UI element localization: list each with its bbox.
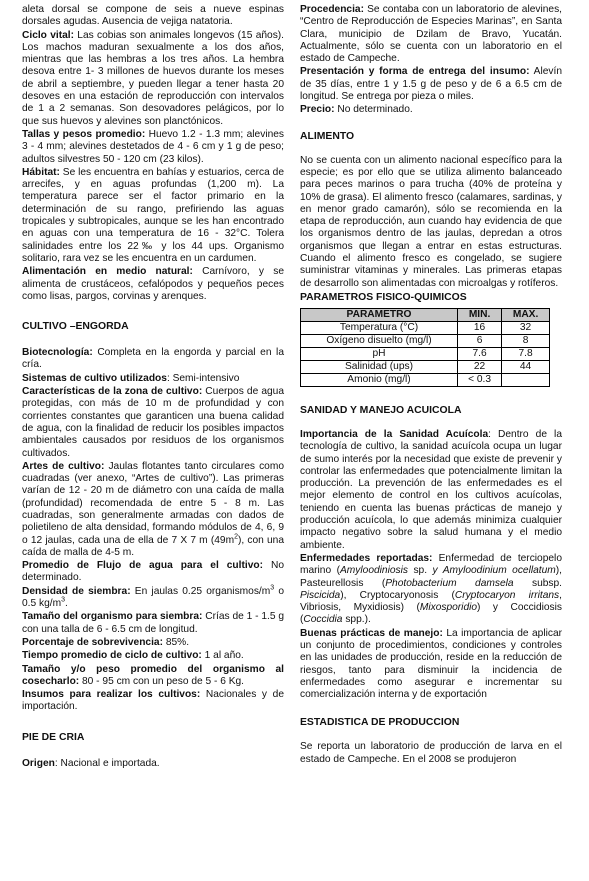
diseases-text-e: ), Cryptocaryonosis ( [340,589,455,601]
table-header-row [301,308,550,321]
heading-estadistica: ESTADISTICA DE PRODUCCION [300,717,460,729]
origin-text: : Nacional e importada. [54,757,160,769]
paragraph-statistics: Se reporta un laboratorio de producción de larva en el estado de Campeche. En el 2008 se produjeron [300,741,562,765]
table-cell: Salinidad (ups) [301,360,458,373]
density-sup-1: 3 [270,584,275,592]
paragraph-dorsal-fin: aleta dorsal se compone de seis a nueve espinas dorsales agudas. Ausencia de vejiga natatoria. [22,4,284,28]
paragraph-gear [22,461,284,559]
cycle-time-label: Tiempo promedio de ciclo de cultivo: [22,650,202,662]
habitat-label: Hábitat: [22,166,60,178]
natural-feeding-label: Alimentación en medio natural: [22,266,193,278]
systems-label: Sistemas de cultivo utilizados [22,372,167,384]
diseases-text-b: sp. [407,565,433,577]
price-text: No determinado. [334,104,413,116]
paragraph-origin [22,758,284,770]
survival-label: Porcentaje de sobrevivencia: [22,636,163,648]
table-cell: Temperatura (°C) [301,321,458,334]
paragraph-zone [22,386,284,460]
paragraph-life-cycle [22,30,284,128]
diseases-italic-6: Mixosporidio [419,602,478,614]
diseases-text-d: subsp. [513,577,562,589]
diseases-italic-5: Cryptocaryon irritans [454,589,560,601]
table-row [301,347,550,360]
zone-text: Cuerpos de agua protegidas, con más de 10 m de profundidad y con corrientes constantes que garanticen una buena calidad de agua, con la finalidad de reducir los posibles impactos ambientales causados por residuos de los organismos cultivados. [22,386,284,459]
diseases-italic-7: Coccidia [303,614,343,626]
gear-label: Artes de cultivo: [22,460,105,472]
left-column [22,4,284,771]
table-cell: 44 [502,360,550,373]
survival-text: 85%. [163,636,190,648]
diseases-text-h: spp.). [342,614,371,626]
good-practices-text: La importancia de aplicar un conjunto de procedimientos, condiciones y controles en las unidades de producción, reside en la reducción de riesgos, tanto para disminuir la incidencia de enfermedades como asegurar e incrementar su comercialización interna y de exportación [300,627,563,701]
inputs-text: Nacionales y de importación. [22,689,284,713]
density-text-b: o 0.5 kg/m [22,585,284,610]
diseases-italic-3: Photobacterium damsela [385,577,514,589]
header-parameter: PARAMETRO [301,308,458,321]
water-flow-text: No determinado. [22,560,285,584]
table-cell: 7.6 [458,347,502,360]
systems-text: : Semi-intensivo [166,372,240,384]
table-cell: < 0.3 [458,373,502,386]
table-cell: 16 [458,321,502,334]
header-min: MIN. [458,308,502,321]
table-row [301,373,550,386]
presentation-text: Alevín de 35 días, entre 1 y 1.5 g de peso y de 6 a 6.5 cm de longitud. Se entrega por pieza o miles. [300,66,562,103]
biotech-text: Completa en la engorda y parcial en la cría. [22,347,284,371]
natural-feeding-text: Carnívoro, y se alimenta de crustáceos, cefalópodos y pequeños peces como lisas, pargos, corvinas y arenques. [22,266,284,302]
gear-text-b: ), con una caída de malla de 4-5 m. [22,534,284,558]
right-column [300,4,562,767]
paragraph-cycle-time [22,650,284,662]
paragraph-inputs [22,689,284,714]
table-cell: Amonio (mg/l) [301,373,458,386]
provenance-label: Procedencia: [300,4,364,15]
paragraph-provenance [300,4,562,65]
origin-label: Origen [22,757,55,769]
paragraph-sizes [22,129,284,166]
paragraph-habitat [22,167,284,265]
gear-sup: 2 [234,533,238,541]
density-text-a: En jaulas 0.25 organismos/m [130,585,271,597]
life-cycle-label: Ciclo vital: [22,29,74,41]
paragraph-harvest-size [22,664,284,689]
gear-text-a: Jaulas flotantes tanto circulares como cuadradas (ver anexo, “Artes de cultivo”). Las primeras varían de 12 - 20 m de diámetro con una caída de malla (profundidad) recomendada de entre 5 - 8 m. Las cuadradas, son generalmente armadas con dados de polietileno de alta densidad, formando módulos de 4, 6, 9 o 12 jaulas, cada una de ella de 7 X 7 m (49m [22,460,284,546]
inputs-label: Insumos para realizar los cultivos: [22,689,201,701]
heading-cultivo-engorda: CULTIVO –ENGORDA [22,321,129,333]
water-flow-label: Promedio de Flujo de agua para el cultivo: [22,560,263,572]
zone-label: Características de la zona de cultivo: [22,386,203,398]
density-sup-2: 3 [61,596,65,604]
paragraph-price [300,104,562,116]
biotech-label: Biotecnología: [22,347,93,359]
health-importance-text: : Dentro de la tecnología de cultivo, la sanidad acuícola ocupa un lugar de sumo interés por la necesidad que existe de prevenir y controlar las enfermedades que potencialmente limitan la producción. La prevención de las enfermedades es el mejor elemento de control en los cultivos acuícolas, teniendo en cuenta las buenas prácticas de manejo y producción acuícola, lo que además minimiza cualquier impacto negativo sobre la salud humana y el medio ambiente. [300,428,562,551]
presentation-label: Presentación y forma de entrega del insumo: [300,66,530,78]
paragraph-good-practices [300,628,562,702]
habitat-text: Se les encuentra en bahías y estuarios, cerca de arrecifes, y en aguas profundas (1,200 m). La temperatura parece ser el factor primario en la determinación de su rango, prefiriendo las aguas tropicales y subtropicales, aunque se les han encontrado en aguas con una temperatura de 16 - 32°C. Tolera salinidades entre los 22‰ y los 44 ups. Organismo solitario, rara vez se les encuentra en un cardumen. [22,166,284,264]
price-label: Precio: [300,104,335,116]
sizes-label: Tallas y pesos promedio: [22,128,146,140]
heading-sanidad: SANIDAD Y MANEJO ACUICOLA [300,404,462,416]
seed-size-text: Crías de 1 - 1.5 g con una talla de 6 - 6.5 cm de longitud. [22,611,285,635]
diseases-italic-1: Amyloodiniosis [340,565,408,577]
header-max: MAX. [502,308,550,321]
table-cell: 32 [502,321,550,334]
diseases-text-c: ), Pasteurellosis ( [300,565,562,589]
table-cell: 6 [458,334,502,347]
paragraph-water-flow [22,560,284,585]
harvest-size-label: Tamaño y/o peso promedio del organismo al cosecharlo: [22,663,284,687]
diseases-text-g: ) y Coccidiosis ( [300,602,562,626]
seed-size-label: Tamaño del organismo para siembra: [22,611,203,623]
cycle-time-text: 1 al año. [201,650,244,662]
diseases-label: Enfermedades reportadas: [300,552,433,564]
good-practices-label: Buenas prácticas de manejo: [300,627,443,639]
table-row [301,360,550,373]
paragraph-presentation [300,66,562,103]
harvest-size-text: 80 - 95 cm con un peso de 5 - 6 Kg. [79,675,244,687]
health-importance-label: Importancia de la Sanidad Acuícola [300,428,489,440]
table-cell: Oxígeno disuelto (mg/l) [301,334,458,347]
table-cell: pH [301,347,458,360]
paragraph-feed: No se cuenta con un alimento nacional específico para la especie; es por ello que se utiliza alimento balanceado para peces marinos o para trucha (40% de proteína y 10% de grasa). El alimento fresco (calamares, sardinas, y en menor grado camarón), sólo se recomienda en la etapa de reproducción, aun cuando hay evidencia de que los organismos dentro de las jaulas, depredan a otros organismos que llegan a entrar en estas estructuras. Cuando el alimento fresco es congelado, se sugiere suministrar vitaminas y minerales. Las primeras etapas de desarrollo son alimentadas con microalgas y rotíferos. [300,154,562,289]
table-row [301,334,550,347]
life-cycle-text: Las cobias son animales longevos (15 años). Los machos maduran sexualmente a los dos años, mientras que las hembras a los tres años. La hembra desova entre 1- 3 millones de huevos durante los meses de abril a septiembre, y pueden llegar a tener hasta 20 desoves en una estación de reproducción con intervalos de 1 a 2 semanas. Son desovadores pelágicos, por lo que sus huevos y alevines son planctónicos. [22,29,285,127]
sizes-text: Huevo 1.2 - 1.3 mm; alevines 3 - 4 mm; alevines destetados de 4 - 6 cm y 1 g de peso; adultos silvestres 50 - 120 cm (23 kilos). [22,128,285,165]
paragraph-health-importance [300,429,562,552]
table-cell: 22 [458,360,502,373]
diseases-text-a: Enfermedad de terciopelo marino ( [300,552,562,577]
table-cell [502,373,550,386]
table-cell: 7.8 [502,347,550,360]
diseases-italic-2: y Amyloodinium ocellatum [432,565,556,577]
density-text-c: . [64,598,68,610]
paragraph-natural-feeding [22,266,284,303]
paragraph-diseases [300,553,562,627]
table-cell: 8 [502,334,550,347]
diseases-italic-4: Piscicida [300,589,341,601]
density-label: Densidad de siembra: [22,585,131,597]
table-row [301,321,550,334]
paragraph-systems [22,373,284,385]
paragraph-survival [22,637,284,649]
parameters-table [300,308,550,387]
paragraph-seed-size [22,611,284,636]
paragraph-biotech [22,347,284,372]
heading-parameters: PARAMETROS FISICO-QUIMICOS [300,291,467,303]
diseases-text-f: , Vibriosis, Myxidiosis) ( [300,589,562,614]
heading-alimento: ALIMENTO [300,130,355,142]
paragraph-density [22,586,284,611]
provenance-text: Se contaba con un laboratorio de alevines, “Centro de Reproducción de Especies Marinas”, en Santa Clara, municipio de Dzilam de Bravo, Yucatán. Actualmente, sólo se cuenta con un laboratorio en el estado de Campeche. [300,4,562,65]
heading-pie-de-cria: PIE DE CRIA [22,731,85,743]
